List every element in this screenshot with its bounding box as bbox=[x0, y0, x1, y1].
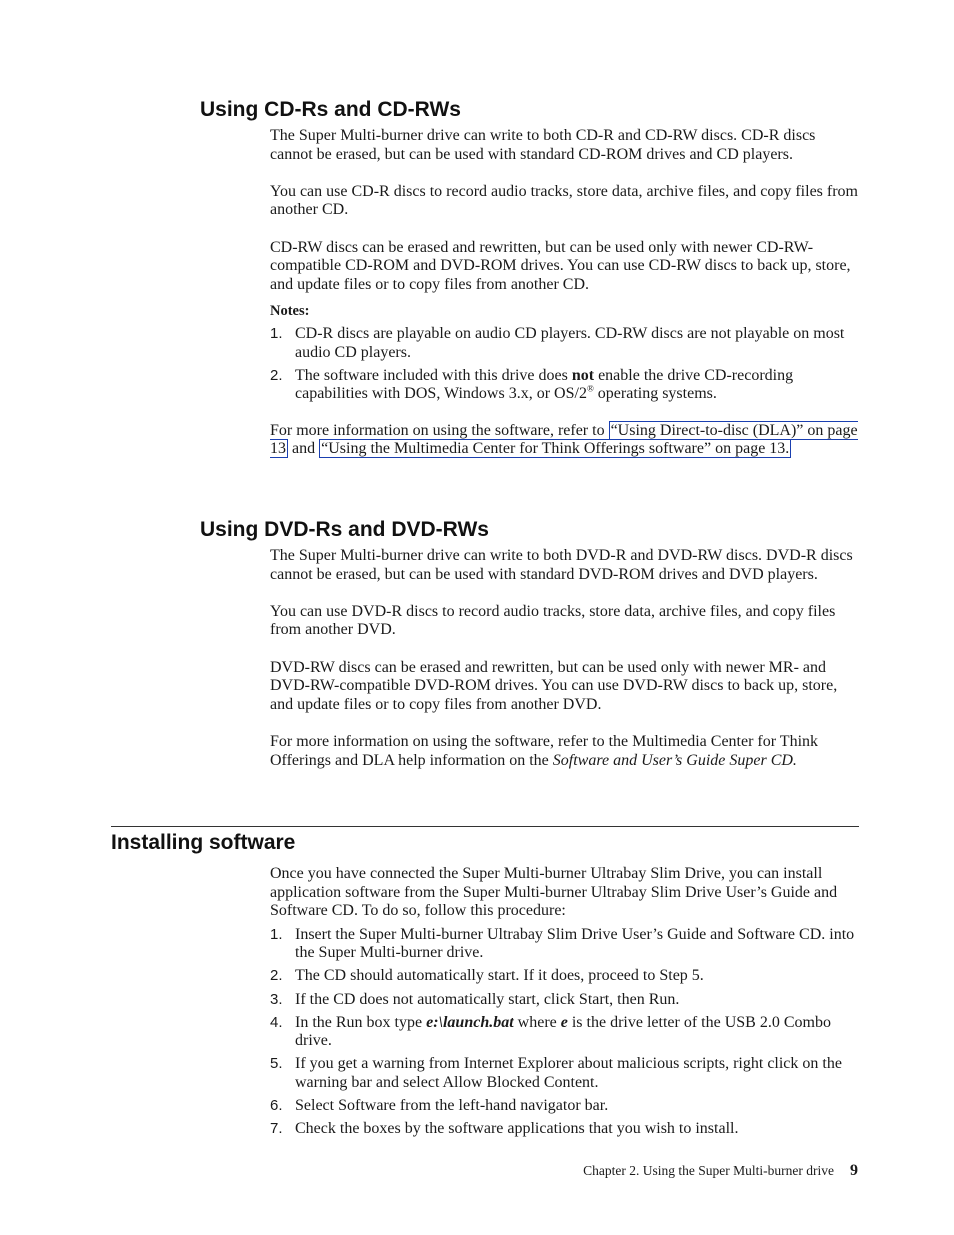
paragraph: DVD-RW discs can be erased and rewritten, but can be used only with newer MR- and DVD-RW-compatible DVD-ROM drives. You can use DVD-RW discs to back up, store, and update files or to copy files from another DVD. bbox=[270, 658, 838, 713]
list-item-text: operating systems. bbox=[593, 385, 717, 403]
section-dvdr-heading-wrap bbox=[200, 517, 489, 543]
list-number: 4. bbox=[270, 1013, 283, 1031]
list-number: 6. bbox=[270, 1097, 283, 1115]
list-item-text: The software included with this drive does bbox=[295, 366, 572, 384]
list-item-text: CD-R discs are playable on audio CD players. CD-RW discs are not playable on most audio CD players. bbox=[295, 324, 845, 361]
paragraph: You can use CD-R discs to record audio tracks, store data, archive files, and copy files from another CD. bbox=[270, 182, 858, 219]
install-steps bbox=[270, 926, 862, 1139]
paragraph-text: and bbox=[288, 440, 320, 458]
link-direct-to-disc[interactable]: “Using Direct-to-disc (DLA)” on page 13 bbox=[270, 421, 858, 458]
list-item bbox=[270, 325, 862, 362]
list-number: 5. bbox=[270, 1055, 283, 1073]
notes-label: Notes: bbox=[270, 303, 310, 320]
paragraph bbox=[270, 733, 862, 770]
list-number: 1. bbox=[270, 324, 283, 342]
footer-chapter: Chapter 2. Using the Super Multi-burner drive bbox=[583, 1163, 834, 1178]
section-install-body bbox=[270, 865, 862, 1157]
paragraph: The Super Multi-burner drive can write to both DVD-R and DVD-RW discs. DVD-R discs cannot be erased, but can be used with standard DVD-ROM drives and DVD players. bbox=[270, 547, 853, 583]
list-item-text: If the CD does not automatically start, click Start, then Run. bbox=[295, 990, 680, 1008]
paragraph-text: For more information on using the software, refer to bbox=[270, 421, 609, 439]
section-dvdr-body bbox=[270, 547, 862, 789]
paragraph: CD-RW discs can be erased and rewritten, but can be used only with newer CD-RW-compatible CD-ROM and DVD-ROM drives. You can use CD-RW discs to back up, store, and update files or to copy files from another CD. bbox=[270, 238, 851, 293]
page-footer bbox=[583, 1162, 858, 1180]
notes-list bbox=[270, 325, 862, 404]
list-number: 3. bbox=[270, 990, 283, 1008]
command-text: e:\launch.bat bbox=[426, 1013, 514, 1031]
list-item bbox=[270, 1014, 862, 1051]
section-cdr-heading-wrap bbox=[200, 97, 461, 123]
list-number: 7. bbox=[270, 1120, 283, 1138]
list-item bbox=[270, 991, 862, 1010]
paragraph: Once you have connected the Super Multi-burner Ultrabay Slim Drive, you can install application software from the Super Multi-burner Ultrabay Slim Drive User’s Guide and Software CD. To do so, follow this procedure: bbox=[270, 865, 838, 920]
paragraph: You can use DVD-R discs to record audio tracks, store data, archive files, and copy files from another DVD. bbox=[270, 602, 836, 639]
list-number: 2. bbox=[270, 967, 283, 985]
list-number: 2. bbox=[270, 366, 283, 384]
list-item-text: where bbox=[513, 1013, 561, 1031]
link-multimedia-center[interactable]: “Using the Multimedia Center for Think Offerings software” on page 13. bbox=[321, 440, 790, 458]
section-heading-cdr: Using CD-Rs and CD-RWs bbox=[200, 98, 461, 121]
list-item bbox=[270, 1055, 862, 1092]
list-item bbox=[270, 967, 862, 986]
section-divider bbox=[111, 826, 859, 827]
paragraph: The Super Multi-burner drive can write to both CD-R and CD-RW discs. CD-R discs cannot be erased, but can be used with standard CD-ROM drives and CD players. bbox=[270, 127, 816, 163]
variable-text: e bbox=[560, 1013, 568, 1031]
list-item bbox=[270, 1097, 862, 1116]
book-title: Software and User’s Guide Super CD. bbox=[552, 751, 797, 769]
section-install-heading-wrap bbox=[111, 830, 295, 856]
list-item-text: Select Software from the left-hand navigator bar. bbox=[295, 1097, 609, 1115]
emphasis-text: not bbox=[571, 366, 595, 384]
list-item-text: The CD should automatically start. If it does, proceed to Step 5. bbox=[295, 967, 704, 985]
paragraph-text: For more information on using the software, refer to the Multimedia Center for Think Offerings and DLA help information on the bbox=[270, 732, 819, 769]
section-cdr-body bbox=[270, 127, 862, 478]
list-item-text: Check the boxes by the software applications that you wish to install. bbox=[295, 1120, 739, 1138]
registered-mark: ® bbox=[586, 383, 594, 394]
paragraph bbox=[270, 422, 862, 459]
list-item-text: If you get a warning from Internet Explorer about malicious scripts, right click on the warning bar and select Allow Blocked Content. bbox=[295, 1055, 842, 1091]
page-number: 9 bbox=[850, 1162, 858, 1179]
list-item bbox=[270, 367, 862, 404]
list-item-text: is the drive letter of the USB 2.0 Combo drive. bbox=[295, 1013, 831, 1050]
section-heading-dvdr: Using DVD-Rs and DVD-RWs bbox=[200, 518, 489, 541]
section-heading-install: Installing software bbox=[111, 831, 296, 854]
list-item-text: Insert the Super Multi-burner Ultrabay Slim Drive User’s Guide and Software CD. into the Super Multi-burner drive. bbox=[295, 925, 855, 962]
list-item bbox=[270, 1120, 862, 1139]
list-item bbox=[270, 926, 862, 963]
list-item-text: In the Run box type bbox=[295, 1013, 427, 1031]
list-number: 1. bbox=[270, 925, 283, 943]
list-item-text: enable the drive CD-recording capabilities with DOS, Windows 3.x, or OS/2 bbox=[295, 366, 794, 403]
